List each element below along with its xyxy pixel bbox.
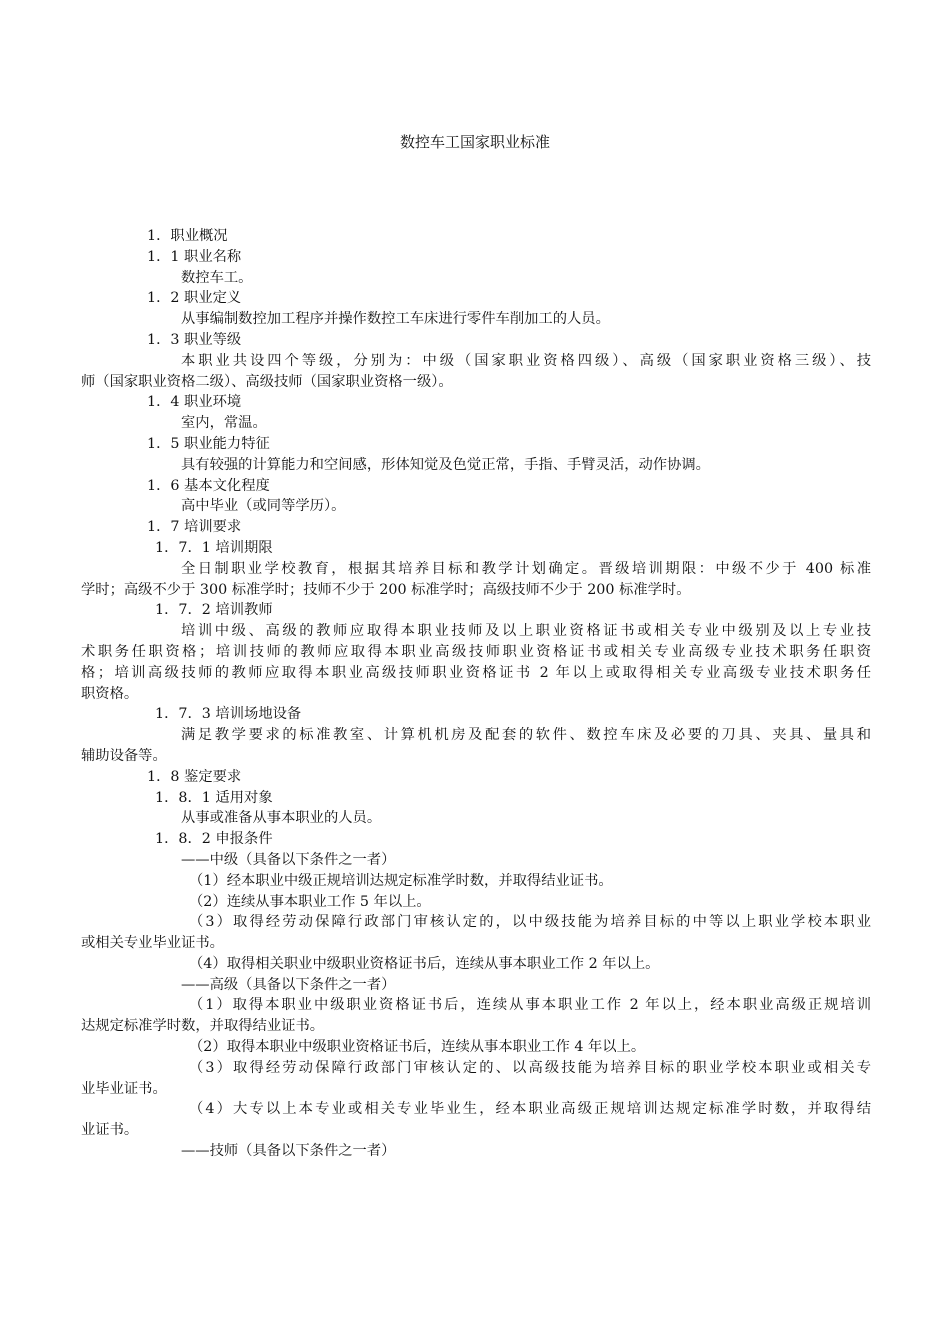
text-line: 1．8．1 适用对象	[155, 789, 273, 806]
text-line: 1．7．3 培训场地设备	[155, 706, 302, 723]
text-line: 室内，常温。	[181, 415, 267, 432]
document-title: 数控车工国家职业标准	[399, 133, 550, 151]
text-line: 培训中级、高级的教师应取得本职业技师及以上职业资格证书或相关专业中级别及以上专业技	[181, 623, 871, 640]
text-line: 1．4 职业环境	[147, 394, 242, 411]
text-line: （1）取得本职业中级职业资格证书后，连续从事本职业工作 2 年以上，经本职业高级正规培训	[189, 997, 871, 1014]
text-line: 1．3 职业等级	[147, 331, 242, 348]
text-line: 业证书。	[81, 1122, 139, 1139]
document-body	[81, 226, 871, 1162]
text-line: 1．1 职业名称	[147, 248, 242, 265]
text-line: 1．职业概况	[147, 228, 228, 244]
text-line: （4）大专以上本专业或相关专业毕业生，经本职业高级正规培训达规定标准学时数，并取得结	[189, 1101, 871, 1118]
text-line: 1．6 基本文化程度	[147, 477, 270, 494]
text-line: 1．7 培训要求	[147, 519, 242, 536]
text-line: （2）连续从事本职业工作 5 年以上。	[189, 893, 431, 910]
text-line: （1）经本职业中级正规培训达规定标准学时数，并取得结业证书。	[189, 872, 613, 889]
text-line: 辅助设备等。	[81, 747, 167, 764]
text-line: ——高级（具备以下条件之一者）	[181, 976, 396, 993]
text-line: 术职务任职资格；培训技师的教师应取得本职业高级技师职业资格证书或相关专业高级专业技术职务任职资	[81, 643, 871, 660]
text-line: 从事编制数控加工程序并操作数控工车床进行零件车削加工的人员。	[181, 311, 610, 328]
text-line: （3）取得经劳动保障行政部门审核认定的，以中级技能为培养目标的中等以上职业学校本职业	[189, 914, 871, 931]
text-line: 1．8 鉴定要求	[147, 768, 242, 785]
text-line: （3）取得经劳动保障行政部门审核认定的、以高级技能为培养目标的职业学校本职业或相关专	[189, 1059, 871, 1076]
text-line: ——技师（具备以下条件之一者）	[181, 1143, 396, 1160]
text-line: 师（国家职业资格二级）、高级技师（国家职业资格一级）。	[81, 373, 453, 390]
text-line: 或相关专业毕业证书。	[81, 935, 224, 952]
text-line: 格；培训高级技师的教师应取得本职业高级技师职业资格证书 2 年以上或取得相关专业高级专业技术职务任	[81, 664, 871, 681]
text-line: ——中级（具备以下条件之一者）	[181, 851, 396, 868]
text-line: 达规定标准学时数，并取得结业证书。	[81, 1018, 325, 1035]
text-line: （2）取得本职业中级职业资格证书后，连续从事本职业工作 4 年以上。	[189, 1039, 646, 1056]
text-line: 本职业共设四个等级，分别为：中级（国家职业资格四级）、高级（国家职业资格三级）、技	[181, 352, 871, 369]
text-line: 具有较强的计算能力和空间感，形体知觉及色觉正常，手指、手臂灵活，动作协调。	[181, 456, 710, 473]
text-line: 高中毕业（或同等学历）。	[181, 498, 346, 515]
text-line: 职资格。	[81, 685, 139, 702]
text-line: 1．2 职业定义	[147, 290, 242, 307]
text-line: 满足教学要求的标准教室、计算机机房及配套的软件、数控车床及必要的刀具、夹具、量具和	[181, 727, 871, 744]
text-line: 1．5 职业能力特征	[147, 435, 270, 452]
text-line: 1．7．1 培训期限	[155, 539, 273, 556]
text-line: 学时；高级不少于 300 标准学时；技师不少于 200 标准学时；高级技师不少于 200 标准学时。	[81, 581, 691, 598]
text-line: 从事或准备从事本职业的人员。	[181, 810, 382, 827]
text-line: 全日制职业学校教育，根据其培养目标和教学计划确定。晋级培训期限：中级不少于 400 标准	[181, 560, 871, 577]
text-line: 1．8．2 申报条件	[155, 831, 273, 848]
text-line: 1．7．2 培训教师	[155, 602, 273, 619]
text-line: （4）取得相关职业中级职业资格证书后，连续从事本职业工作 2 年以上。	[189, 955, 660, 972]
text-line: 业毕业证书。	[81, 1080, 167, 1097]
text-line: 数控车工。	[181, 269, 253, 286]
